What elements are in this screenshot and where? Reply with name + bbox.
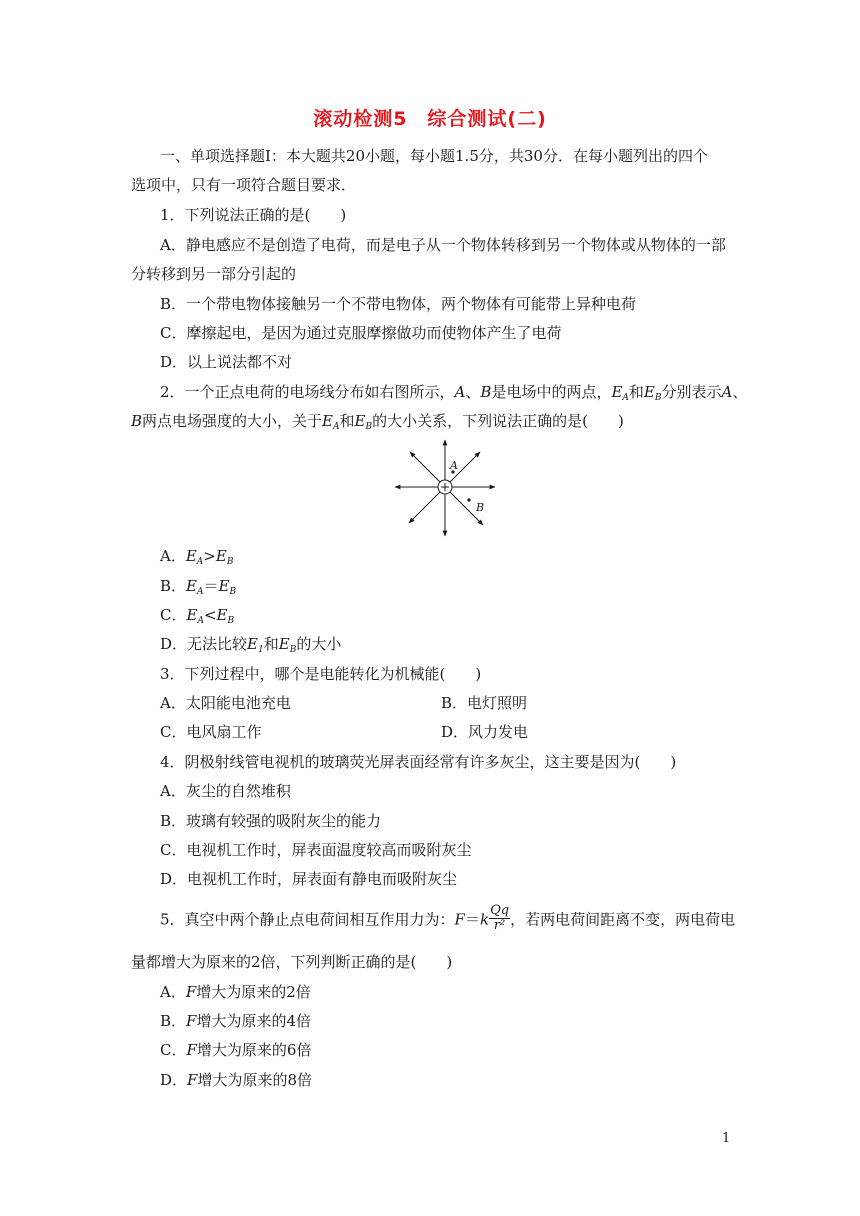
q4-option-b[interactable]: B．玻璃有较强的吸附灰尘的能力 — [160, 812, 382, 830]
q2-option-a[interactable]: A．$E_A>E_B$ — [160, 547, 234, 567]
label-a: A — [450, 459, 458, 472]
q2-option-d[interactable]: D．无法比较$E_1$和$E_B$的大小 — [160, 635, 342, 655]
q5-option-d[interactable]: D．F增大为原来的8倍 — [160, 1071, 312, 1089]
q4-option-a[interactable]: A．灰尘的自然堆积 — [160, 782, 291, 800]
q2-stem-line1: 2．一个正点电荷的电场线分布如右图所示，A、B是电场中的两点，$E_A$和$E_B$分别表示A、 — [160, 383, 748, 403]
field-line-lower-left — [409, 492, 440, 523]
q3-option-d[interactable]: D．风力发电 — [441, 723, 529, 741]
q2-option-c[interactable]: C．$E_A<E_B$ — [160, 606, 235, 626]
electric-field-diagram — [392, 436, 498, 540]
label-b: B — [476, 501, 485, 514]
q3-option-c[interactable]: C．电风扇工作 — [160, 723, 262, 741]
q3-stem: 3．下列过程中，哪个是电能转化为机械能( ) — [160, 665, 482, 683]
q3-option-a[interactable]: A．太阳能电池充电 — [160, 694, 291, 712]
q1-option-a-line2: 分转移到另一部分引起的 — [131, 265, 297, 283]
q4-option-d[interactable]: D．电视机工作时，屏表面有静电而吸附灰尘 — [160, 870, 458, 888]
q1-option-b[interactable]: B．一个带电物体接触另一个不带电物体，两个物体有可能带上异种电荷 — [160, 295, 637, 313]
q5-stem-line2: 量都增大为原来的2倍，下列判断正确的是( ) — [131, 953, 453, 971]
field-line-upper-left — [410, 452, 440, 482]
q5-option-a[interactable]: A．F增大为原来的2倍 — [160, 983, 311, 1001]
q1-option-c[interactable]: C．摩擦起电，是因为通过克服摩擦做功而使物体产生了电荷 — [160, 324, 562, 342]
q3-option-b[interactable]: B．电灯照明 — [441, 694, 528, 712]
q1-option-d[interactable]: D．以上说法都不对 — [160, 353, 293, 371]
point-b — [467, 498, 470, 501]
q2-stem-line2: B两点电场强度的大小，关于$E_A$和$E_B$的大小关系，下列说法正确的是( ) — [131, 412, 624, 432]
q5-option-b[interactable]: B．F增大为原来的4倍 — [160, 1012, 311, 1030]
q5-option-c[interactable]: C．F增大为原来的6倍 — [160, 1041, 312, 1059]
q1-stem: 1．下列说法正确的是( ) — [160, 206, 347, 224]
coulomb-fraction: $\frac{Qq}{\text{r²}}$ — [490, 903, 510, 933]
page-title: 滚动检测5 综合测试(二) — [313, 108, 547, 130]
q2-option-b[interactable]: B．$E_A=E_B$ — [160, 577, 237, 597]
section-heading-line1: 一、单项选择题Ⅰ：本大题共20小题，每小题1.5分，共30分．在每小题列出的四个 — [160, 147, 708, 165]
q1-option-a-line1[interactable]: A．静电感应不是创造了电荷，而是电子从一个物体转移到另一个物体或从物体的一部 — [160, 236, 726, 254]
page-number: 1 — [722, 1131, 731, 1146]
section-heading-line2: 选项中，只有一项符合题目要求． — [131, 176, 357, 194]
q4-option-c[interactable]: C．电视机工作时，屏表面温度较高而吸附灰尘 — [160, 841, 472, 859]
q5-stem-line1: 5．真空中两个静止点电荷间相互作用力为：F＝k $\frac{Qq}{\text{r²}}$ ，若两电荷间距离不变，两电荷电 — [160, 903, 736, 933]
q4-stem: 4．阴极射线管电视机的玻璃荧光屏表面经常有许多灰尘，这主要是因为( ) — [160, 753, 677, 771]
